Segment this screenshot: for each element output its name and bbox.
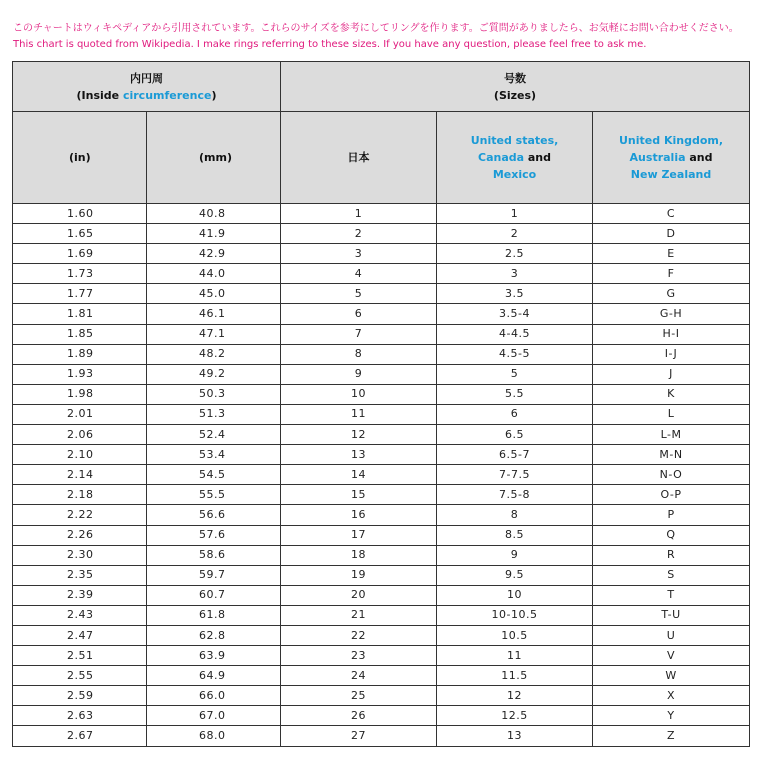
mm-cell: 46.1	[147, 304, 281, 324]
us-size-cell: 1	[437, 204, 593, 224]
sizes-jp: 号数	[504, 71, 527, 85]
japan-size-cell: 27	[281, 726, 437, 746]
inches-cell: 2.01	[13, 404, 147, 424]
mm-cell: 53.4	[147, 445, 281, 465]
col-header-japan: 日本	[281, 112, 437, 204]
table-row	[13, 625, 750, 645]
table-row	[13, 726, 750, 746]
table-row	[13, 666, 750, 686]
table-row	[13, 404, 750, 424]
uk-size-cell: L	[593, 404, 750, 424]
inches-cell: 2.35	[13, 565, 147, 585]
japan-size-cell: 6	[281, 304, 437, 324]
table-row	[13, 284, 750, 304]
uk-size-cell: H-I	[593, 324, 750, 344]
table-row	[13, 224, 750, 244]
us-size-cell: 5.5	[437, 384, 593, 404]
us-size-cell: 10-10.5	[437, 605, 593, 625]
table-row	[13, 304, 750, 324]
inches-cell: 2.14	[13, 465, 147, 485]
inches-cell: 2.30	[13, 545, 147, 565]
inside-circumference-header	[13, 62, 281, 112]
uk-size-cell: Z	[593, 726, 750, 746]
mm-cell: 56.6	[147, 505, 281, 525]
japan-size-cell: 1	[281, 204, 437, 224]
mm-cell: 60.7	[147, 585, 281, 605]
us-size-cell: 13	[437, 726, 593, 746]
mm-cell: 45.0	[147, 284, 281, 304]
japan-size-cell: 16	[281, 505, 437, 525]
table-row	[13, 364, 750, 384]
column-header-row	[13, 112, 750, 204]
table-row	[13, 545, 750, 565]
uk-size-cell: U	[593, 625, 750, 645]
us-size-cell: 11.5	[437, 666, 593, 686]
uk-size-cell: D	[593, 224, 750, 244]
table-row	[13, 646, 750, 666]
japan-size-cell: 23	[281, 646, 437, 666]
us-size-cell: 10	[437, 585, 593, 605]
inches-cell: 2.39	[13, 585, 147, 605]
uk-size-cell: R	[593, 545, 750, 565]
japan-size-cell: 22	[281, 625, 437, 645]
table-body	[13, 204, 750, 747]
table-row	[13, 324, 750, 344]
table-row	[13, 525, 750, 545]
mm-cell: 52.4	[147, 425, 281, 445]
uk-size-cell: G-H	[593, 304, 750, 324]
uk-size-cell: P	[593, 505, 750, 525]
col-header-mm: (mm)	[147, 112, 281, 204]
uk-size-cell: Q	[593, 525, 750, 545]
us-size-cell: 2	[437, 224, 593, 244]
inches-cell: 1.69	[13, 244, 147, 264]
uk-size-cell: S	[593, 565, 750, 585]
table-row	[13, 425, 750, 445]
japan-size-cell: 20	[281, 585, 437, 605]
inches-cell: 1.89	[13, 344, 147, 364]
mm-cell: 50.3	[147, 384, 281, 404]
mm-cell: 66.0	[147, 686, 281, 706]
us-size-cell: 5	[437, 364, 593, 384]
uk-size-cell: V	[593, 646, 750, 666]
group-header-row	[13, 62, 750, 112]
inches-cell: 2.47	[13, 625, 147, 645]
table-row	[13, 344, 750, 364]
english-note: This chart is quoted from Wikipedia. I make rings referring to these sizes. If you have any question, please feel free to ask me.	[13, 39, 647, 50]
inches-cell: 1.81	[13, 304, 147, 324]
uk-size-cell: T	[593, 585, 750, 605]
japanese-note: このチャートはウィキペディアから引用されています。これらのサイズを参考にしてリングを作ります。ご質問がありましたら、お気軽にお問い合わせください。	[13, 23, 739, 34]
mm-cell: 40.8	[147, 204, 281, 224]
sizes-header	[281, 62, 750, 112]
us-size-cell: 11	[437, 646, 593, 666]
japan-size-cell: 5	[281, 284, 437, 304]
uk-size-cell: I-J	[593, 344, 750, 364]
table-row	[13, 605, 750, 625]
japan-size-cell: 26	[281, 706, 437, 726]
table-row	[13, 565, 750, 585]
col-header-us: United states, Canada and Mexico	[437, 112, 593, 204]
inches-cell: 2.18	[13, 485, 147, 505]
us-size-cell: 9	[437, 545, 593, 565]
japan-size-cell: 17	[281, 525, 437, 545]
us-size-cell: 8.5	[437, 525, 593, 545]
mm-cell: 47.1	[147, 324, 281, 344]
japan-size-cell: 2	[281, 224, 437, 244]
table-row	[13, 244, 750, 264]
uk-size-cell: E	[593, 244, 750, 264]
japan-size-cell: 8	[281, 344, 437, 364]
mm-cell: 62.8	[147, 625, 281, 645]
inches-cell: 2.67	[13, 726, 147, 746]
japan-size-cell: 19	[281, 565, 437, 585]
uk-size-cell: L-M	[593, 425, 750, 445]
japan-size-cell: 21	[281, 605, 437, 625]
mm-cell: 57.6	[147, 525, 281, 545]
japan-size-cell: 18	[281, 545, 437, 565]
mm-cell: 68.0	[147, 726, 281, 746]
uk-size-cell: J	[593, 364, 750, 384]
uk-size-cell: G	[593, 284, 750, 304]
us-size-cell: 7.5-8	[437, 485, 593, 505]
table-row	[13, 465, 750, 485]
uk-size-cell: N-O	[593, 465, 750, 485]
mm-cell: 67.0	[147, 706, 281, 726]
us-size-cell: 8	[437, 505, 593, 525]
inches-cell: 2.43	[13, 605, 147, 625]
inches-cell: 2.10	[13, 445, 147, 465]
table-row	[13, 686, 750, 706]
mm-cell: 55.5	[147, 485, 281, 505]
inches-cell: 2.26	[13, 525, 147, 545]
us-size-cell: 4.5-5	[437, 344, 593, 364]
us-size-cell: 10.5	[437, 625, 593, 645]
inches-cell: 2.55	[13, 666, 147, 686]
japan-size-cell: 11	[281, 404, 437, 424]
japan-size-cell: 25	[281, 686, 437, 706]
ring-size-table	[12, 61, 750, 747]
col-header-uk: United Kingdom, Australia and New Zealand	[593, 112, 750, 204]
us-size-cell: 6.5	[437, 425, 593, 445]
japan-size-cell: 7	[281, 324, 437, 344]
inches-cell: 1.65	[13, 224, 147, 244]
japan-size-cell: 24	[281, 666, 437, 686]
inches-cell: 2.59	[13, 686, 147, 706]
uk-size-cell: X	[593, 686, 750, 706]
mm-cell: 54.5	[147, 465, 281, 485]
japan-size-cell: 13	[281, 445, 437, 465]
inches-cell: 2.06	[13, 425, 147, 445]
uk-size-cell: O-P	[593, 485, 750, 505]
us-size-cell: 12.5	[437, 706, 593, 726]
table-row	[13, 505, 750, 525]
uk-size-cell: C	[593, 204, 750, 224]
mm-cell: 48.2	[147, 344, 281, 364]
us-size-cell: 4-4.5	[437, 324, 593, 344]
mm-cell: 64.9	[147, 666, 281, 686]
mm-cell: 41.9	[147, 224, 281, 244]
mm-cell: 51.3	[147, 404, 281, 424]
mm-cell: 42.9	[147, 244, 281, 264]
japan-size-cell: 12	[281, 425, 437, 445]
us-size-cell: 3.5	[437, 284, 593, 304]
us-size-cell: 9.5	[437, 565, 593, 585]
uk-size-cell: W	[593, 666, 750, 686]
us-size-cell: 2.5	[437, 244, 593, 264]
japan-size-cell: 9	[281, 364, 437, 384]
us-size-cell: 7-7.5	[437, 465, 593, 485]
mm-cell: 44.0	[147, 264, 281, 284]
table-row	[13, 706, 750, 726]
table-row	[13, 445, 750, 465]
table-row	[13, 485, 750, 505]
us-size-cell: 6.5-7	[437, 445, 593, 465]
us-size-cell: 3.5-4	[437, 304, 593, 324]
mm-cell: 49.2	[147, 364, 281, 384]
inches-cell: 1.93	[13, 364, 147, 384]
sizes-en: (Sizes)	[493, 88, 537, 102]
table-row	[13, 384, 750, 404]
inches-cell: 1.77	[13, 284, 147, 304]
mm-cell: 58.6	[147, 545, 281, 565]
inches-cell: 2.51	[13, 646, 147, 666]
japan-size-cell: 3	[281, 244, 437, 264]
inside-circumference-jp: 内円周	[130, 71, 163, 85]
uk-size-cell: K	[593, 384, 750, 404]
inches-cell: 1.60	[13, 204, 147, 224]
inches-cell: 2.63	[13, 706, 147, 726]
inches-cell: 1.98	[13, 384, 147, 404]
uk-size-cell: T-U	[593, 605, 750, 625]
us-size-cell: 6	[437, 404, 593, 424]
table-row	[13, 204, 750, 224]
table-row	[13, 585, 750, 605]
inside-circumference-en: (Inside circumference)	[76, 88, 217, 102]
mm-cell: 59.7	[147, 565, 281, 585]
us-size-cell: 3	[437, 264, 593, 284]
col-header-inches: (in)	[13, 112, 147, 204]
uk-size-cell: Y	[593, 706, 750, 726]
us-size-cell: 12	[437, 686, 593, 706]
japan-size-cell: 15	[281, 485, 437, 505]
japan-size-cell: 14	[281, 465, 437, 485]
uk-size-cell: M-N	[593, 445, 750, 465]
inches-cell: 2.22	[13, 505, 147, 525]
japan-size-cell: 10	[281, 384, 437, 404]
japan-size-cell: 4	[281, 264, 437, 284]
inches-cell: 1.73	[13, 264, 147, 284]
inches-cell: 1.85	[13, 324, 147, 344]
table-row	[13, 264, 750, 284]
uk-size-cell: F	[593, 264, 750, 284]
mm-cell: 63.9	[147, 646, 281, 666]
mm-cell: 61.8	[147, 605, 281, 625]
